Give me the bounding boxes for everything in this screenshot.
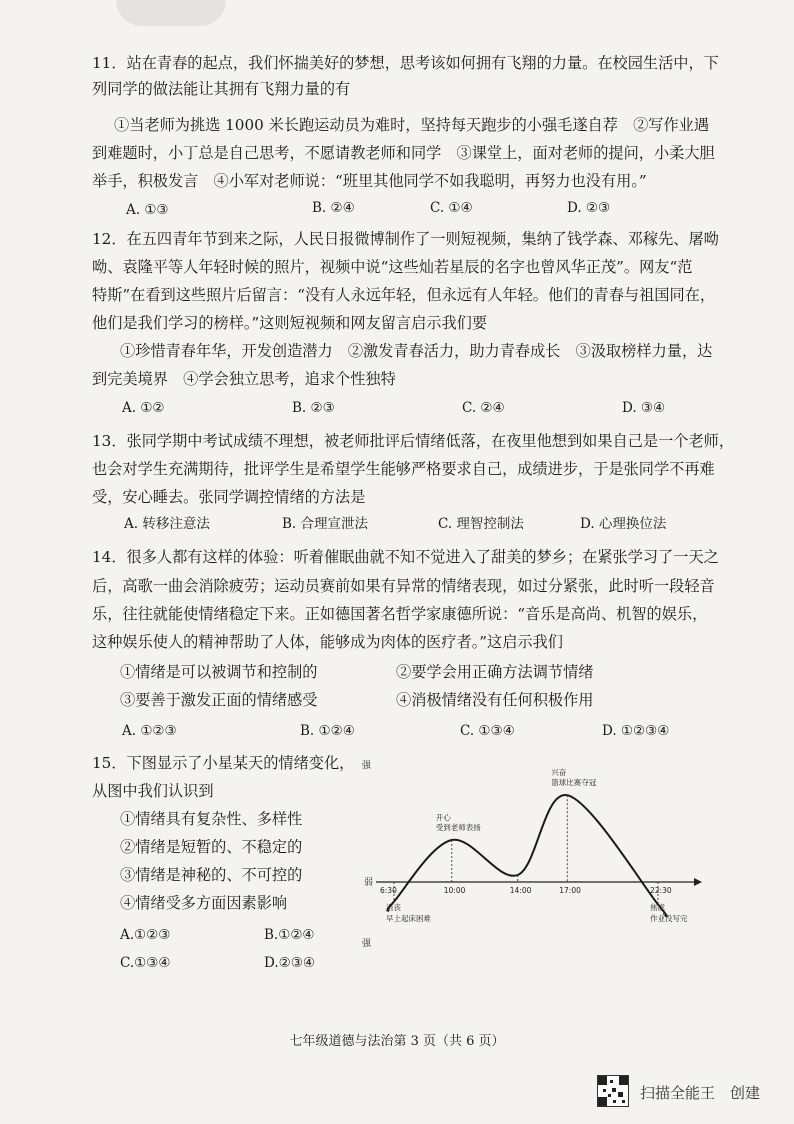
q11-option-c: C. ①④ bbox=[430, 200, 473, 216]
q11-option-d: D. ②③ bbox=[567, 200, 611, 216]
q11-item-line-3: 举手，积极发言 ④小军对老师说：“班里其他同学不如我聪明，再努力也没有用。” bbox=[92, 172, 647, 190]
q15-stem-line-1: 15．下图显示了小星某天的情绪变化， bbox=[92, 754, 355, 772]
scan-smudge bbox=[116, 0, 226, 26]
emotion-annotation-label: 开心 bbox=[435, 813, 451, 822]
time-tick-label: 22:30 bbox=[650, 886, 672, 895]
q15-item-3: ③情绪是神秘的、不可控的 bbox=[120, 866, 303, 884]
q14-item-4: ④消极情绪没有任何积极作用 bbox=[396, 691, 594, 709]
emotion-annotation-cause: 受到老师表扬 bbox=[435, 823, 481, 832]
q15-option-c: C.①③④ bbox=[120, 955, 171, 971]
q14-option-b: B. ①②④ bbox=[300, 723, 355, 739]
q12-stem-line-4: 他们是我们学习的榜样。”这则短视频和网友留言启示我们要 bbox=[92, 314, 488, 332]
q15-item-4: ④情绪受多方面因素影响 bbox=[120, 894, 288, 912]
q12-option-c: C. ②④ bbox=[462, 400, 505, 416]
y-axis-top-label: 强 bbox=[362, 761, 372, 771]
q14-stem-line-2: 后，高歌一曲会消除疲劳；运动员赛前如果有异常的情绪表现，如过分紧张，此时听一段轻音 bbox=[92, 577, 715, 595]
y-axis-bottom-label: 强 bbox=[362, 939, 372, 949]
emotion-line-chart bbox=[362, 758, 702, 958]
q12-stem-line-1: 12．在五四青年节到来之际，人民日报微博制作了一则短视频，集纳了钱学森、邓稼先、屠呦 bbox=[92, 230, 719, 248]
q15-option-a: A.①②③ bbox=[120, 927, 171, 943]
q14-stem-line-3: 乐，往往就能使情绪稳定下来。正如德国著名哲学家康德所说：“音乐是高尚、机智的娱乐， bbox=[92, 605, 708, 623]
q12-item-line-2: 到完美境界 ④学会独立思考，追求个性独特 bbox=[92, 370, 396, 388]
q13-option-a: A. 转移注意法 bbox=[124, 516, 210, 532]
chart-marks bbox=[380, 767, 688, 923]
q15-stem-line-2: 从图中我们认识到 bbox=[92, 782, 214, 800]
q11-stem-line-2: 列同学的做法能让其拥有飞翔力量的有 bbox=[92, 80, 351, 98]
emotion-annotation-label: 沮丧 bbox=[386, 903, 401, 912]
q14-item-1: ①情绪是可以被调节和控制的 bbox=[120, 663, 318, 681]
q12-option-b: B. ②③ bbox=[292, 400, 335, 416]
emotion-annotation-cause: 作业没写完 bbox=[650, 914, 688, 923]
q11-stem-line-1: 11．站在青春的起点，我们怀揣美好的梦想，思考该如何拥有飞翔的力量。在校园生活中，下 bbox=[92, 54, 719, 72]
q13-stem-line-3: 受，安心睡去。张同学调控情绪的方法是 bbox=[92, 488, 366, 506]
q13-stem-line-2: 也会对学生充满期待，批评学生是希望学生能够严格要求自己，成绩进步，于是张同学不再难 bbox=[92, 460, 715, 478]
q13-option-d: D. 心理换位法 bbox=[580, 516, 667, 532]
q11-option-b: B. ②④ bbox=[312, 200, 355, 216]
time-tick-label: 6:30 bbox=[380, 886, 397, 895]
q13-option-b: B. 合理宣泄法 bbox=[282, 516, 369, 532]
emotion-annotation-cause: 早上起床困难 bbox=[386, 914, 431, 923]
qr-code-icon bbox=[597, 1075, 629, 1107]
q13-stem-line-1: 13．张同学期中考试成绩不理想，被老师批评后情绪低落，在夜里他想到如果自己是一个老师， bbox=[92, 432, 735, 450]
q14-option-c: C. ①③④ bbox=[460, 723, 515, 739]
q14-option-d: D. ①②③④ bbox=[602, 723, 670, 739]
scanner-watermark: 扫描全能王 创建 bbox=[640, 1084, 761, 1102]
q12-option-a: A. ①② bbox=[122, 400, 165, 416]
q12-item-line-1: ①珍惜青春年华，开发创造潜力 ②激发青春活力，助力青春成长 ③汲取榜样力量，达 bbox=[120, 342, 713, 360]
q14-item-2: ②要学会用正确方法调节情绪 bbox=[396, 663, 594, 681]
q15-item-1: ①情绪具有复杂性、多样性 bbox=[120, 810, 303, 828]
emotion-annotation-cause: 篮球比赛夺冠 bbox=[551, 778, 597, 788]
time-tick-label: 17:00 bbox=[559, 886, 581, 895]
q15-option-d: D.②③④ bbox=[264, 955, 315, 971]
q15-item-2: ②情绪是短暂的、不稳定的 bbox=[120, 838, 303, 856]
q14-stem-line-1: 14．很多人都有这样的体验：听着催眠曲就不知不觉进入了甜美的梦乡；在紧张学习了一天之 bbox=[92, 548, 719, 566]
q15-option-b: B.①②④ bbox=[264, 927, 315, 943]
q14-stem-line-4: 这种娱乐使人的精神帮助了人体，能够成为肉体的医疗者。”这启示我们 bbox=[92, 633, 563, 651]
time-tick-label: 10:00 bbox=[443, 886, 466, 895]
emotion-curve bbox=[387, 795, 666, 916]
q12-stem-line-2: 呦、袁隆平等人年轻时候的照片，视频中说“这些灿若星辰的名字也曾风华正茂”。网友“范 bbox=[92, 258, 693, 276]
page-footer: 七年级道德与法治第 3 页（共 6 页） bbox=[289, 1034, 505, 1049]
q13-option-c: C. 理智控制法 bbox=[438, 516, 524, 532]
q12-stem-line-3: 特斯”在看到这些照片后留言：“没有人永远年轻，但永远有人年轻。他们的青春与祖国同在， bbox=[92, 286, 716, 304]
emotion-annotation-label: 兴奋 bbox=[551, 768, 567, 778]
time-tick-label: 14:00 bbox=[509, 886, 532, 895]
q14-option-a: A. ①②③ bbox=[122, 723, 177, 739]
baseline-label: 弱 bbox=[364, 878, 374, 888]
time-axis-arrow bbox=[694, 878, 702, 886]
emotion-annotation-label: 焦虑 bbox=[650, 903, 665, 912]
q11-option-a: A. ①③ bbox=[126, 202, 169, 218]
q12-option-d: D. ③④ bbox=[622, 400, 666, 416]
q11-item-line-1: ①当老师为挑选 1000 米长跑运动员为难时，坚持每天跑步的小强毛遂自荐 ②写作业遇 bbox=[114, 116, 710, 134]
q14-item-3: ③要善于激发正面的情绪感受 bbox=[120, 691, 318, 709]
q11-item-line-2: 到难题时，小丁总是自己思考，不愿请教老师和同学 ③课堂上，面对老师的提问，小柔大胆 bbox=[92, 144, 715, 162]
